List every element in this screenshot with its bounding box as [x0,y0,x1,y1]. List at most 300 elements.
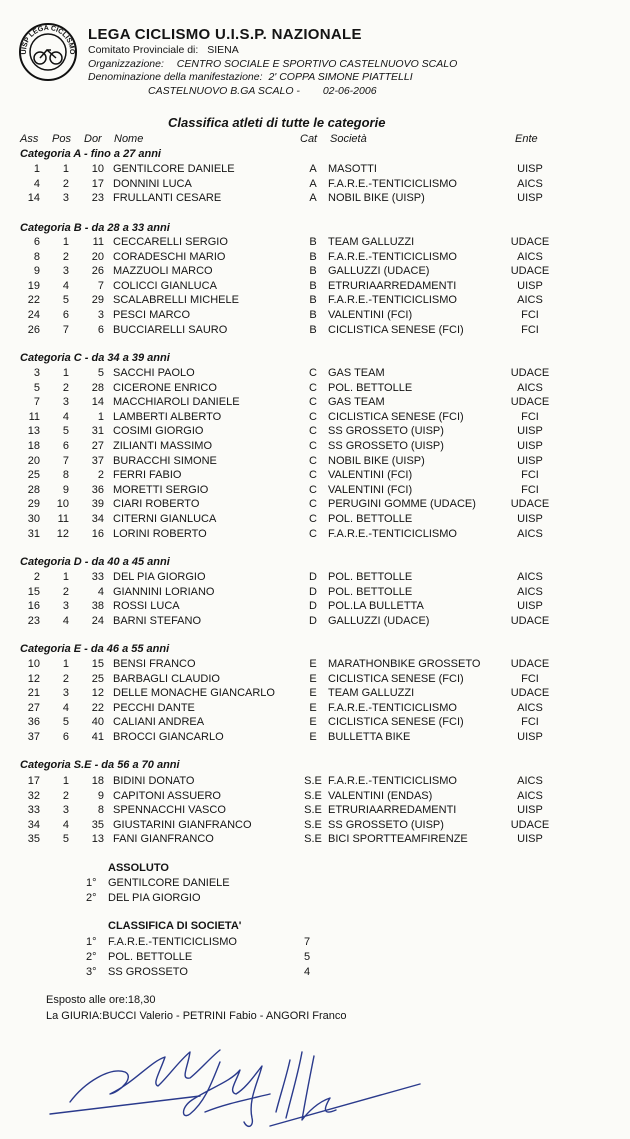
cell-cat: S.E [304,775,322,787]
cell-cat: A [309,192,317,205]
cell-dor: 25 [91,672,104,685]
cell-cat: E [309,687,317,700]
cell-cat: B [309,323,317,336]
cell-cat: C [309,410,317,423]
societa-points: 7 [304,936,311,948]
cell-dor: 22 [91,701,104,714]
cell-dor: 34 [91,513,104,525]
cell-pos: 3 [62,804,69,817]
organizer-line [88,58,457,70]
cell-dor: 36 [91,483,104,496]
societa-ranking-title: CLASSIFICA DI SOCIETA' [108,920,242,932]
table-row [0,323,630,337]
table-row [0,439,630,453]
cell-dor: 8 [97,804,104,817]
cell-ass: 12 [27,672,40,685]
cell-ass: 10 [27,658,40,670]
cell-ass: 35 [27,833,40,846]
assoluto-title: ASSOLUTO [108,862,169,874]
cell-ass: 8 [33,250,40,263]
cell-ente: FCI [521,469,539,482]
cell-ente: FCI [521,410,539,423]
table-row [0,774,630,788]
cell-cat: C [309,513,317,525]
category-title: Categoria D - da 40 a 45 anni [20,556,170,568]
doc-title: Classifica atleti di tutte le categorie [168,115,386,130]
cell-societa: MARATHONBIKE GROSSETO [328,658,481,670]
cell-pos: 1 [62,367,69,379]
cell-pos: 1 [62,236,69,248]
cell-societa: SS GROSSETO (UISP) [328,425,444,438]
societa-points: 5 [304,951,311,963]
cell-societa: BICI SPORTTEAMFIRENZE [328,833,468,846]
cell-ente: UISP [517,440,543,452]
cell-societa: ETRURIAARREDAMENTI [328,804,457,817]
cell-dor: 5 [97,367,104,379]
logo-text: UISP LEGA CICLISMO [20,24,76,55]
cell-nome: GIANNINI LORIANO [113,585,215,598]
cell-ass: 3 [33,367,40,379]
col-cat: Cat [300,133,318,145]
cell-nome: FERRI FABIO [113,469,182,482]
cell-cat: D [309,571,317,583]
cell-dor: 35 [91,818,104,831]
cell-ente: UDACE [510,236,550,248]
cell-societa: F.A.R.E.-TENTICICLISMO [328,250,457,263]
cell-dor: 24 [91,614,104,627]
cell-pos: 6 [62,731,69,743]
cell-pos: 9 [62,483,69,496]
cell-societa: POL. BETTOLLE [328,381,413,394]
cell-pos: 5 [62,716,69,729]
cell-cat: S.E [304,804,322,817]
cell-ente: FCI [521,716,539,729]
cell-pos: 4 [62,410,69,423]
cell-ente: AICS [517,701,543,714]
cell-dor: 38 [91,600,104,613]
cell-pos: 2 [62,381,69,394]
cell-ass: 24 [27,309,40,321]
cell-nome: BARBAGLI CLAUDIO [113,672,220,685]
societa-points: 4 [304,966,311,978]
cell-ass: 26 [27,323,40,336]
cell-cat: E [309,701,317,714]
cell-cat: D [309,585,317,598]
cell-ass: 13 [27,425,40,438]
cell-cat: S.E [304,833,322,846]
cell-dor: 4 [97,585,104,598]
table-row [0,308,630,322]
cell-pos: 2 [62,789,69,802]
cell-dor: 7 [97,279,104,292]
cell-dor: 17 [91,177,104,190]
col-ente: Ente [515,133,538,145]
uisp-logo [18,22,78,82]
cell-societa: VALENTINI (FCI) [328,483,413,496]
cell-ente: FCI [521,672,539,685]
cell-nome: FRULLANTI CESARE [113,192,222,205]
cell-dor: 16 [91,527,104,540]
cell-societa: VALENTINI (FCI) [328,469,413,482]
table-row [0,177,630,191]
cell-dor: 10 [91,163,104,175]
cell-pos: 3 [62,687,69,700]
cell-societa: POL. BETTOLLE [328,571,413,583]
cell-dor: 18 [91,775,104,787]
cell-pos: 2 [62,585,69,598]
cell-ente: FCI [521,309,539,321]
cell-dor: 20 [91,250,104,263]
cell-dor: 28 [91,381,104,394]
cell-ente: UDACE [510,498,550,511]
committee-line [88,44,239,56]
cell-ente: UDACE [510,687,550,700]
cell-dor: 14 [91,396,104,409]
table-row [0,585,630,599]
cell-societa: F.A.R.E.-TENTICICLISMO [328,177,457,190]
cell-pos: 3 [62,600,69,613]
cell-societa: VALENTINI (FCI) [328,309,413,321]
org-title: LEGA CICLISMO U.I.S.P. NAZIONALE [88,26,362,43]
cell-societa: POL. BETTOLLE [328,513,413,525]
cell-societa: GALLUZZI (UDACE) [328,614,430,627]
cell-ente: UDACE [510,614,550,627]
table-row [0,366,630,380]
cell-societa: CICLISTICA SENESE (FCI) [328,323,464,336]
organizer-label: Organizzazione: [88,58,164,70]
cell-cat: C [309,483,317,496]
cell-nome: MAZZUOLI MARCO [113,265,213,278]
cell-ass: 19 [27,279,40,292]
cell-ass: 28 [27,483,40,496]
cell-cat: B [309,265,317,278]
cell-societa: BULLETTA BIKE [328,731,411,743]
cell-ass: 18 [27,440,40,452]
table-row [0,424,630,438]
cell-ass: 34 [27,818,40,831]
cell-nome: BIDINI DONATO [113,775,195,787]
table-row [0,235,630,249]
cell-societa: PERUGINI GOMME (UDACE) [328,498,476,511]
cell-ass: 32 [27,789,40,802]
cell-societa: CICLISTICA SENESE (FCI) [328,672,464,685]
cell-nome: BENSI FRANCO [113,658,196,670]
cell-dor: 39 [91,498,104,511]
cell-ente: AICS [517,789,543,802]
cell-pos: 6 [62,309,69,321]
table-row [0,279,630,293]
cell-pos: 3 [62,265,69,278]
cell-nome: ZILIANTI MASSIMO [113,440,213,452]
table-row [0,191,630,205]
table-row [0,497,630,511]
cell-ente: AICS [517,571,543,583]
assoluto-rank: 1° [86,877,97,889]
cell-ass: 1 [33,163,40,175]
cell-societa: F.A.R.E.-TENTICICLISMO [328,294,457,307]
cell-dor: 15 [91,658,104,670]
table-row [0,657,630,671]
category-title: Categoria B - da 28 a 33 anni [20,222,170,234]
cell-cat: C [309,440,317,452]
cell-societa: TEAM GALLUZZI [328,236,415,248]
cell-ass: 36 [27,716,40,729]
cell-nome: COSIMI GIORGIO [113,425,204,438]
cell-societa: MASOTTI [328,163,377,175]
event-date: 02-06-2006 [322,85,377,97]
cell-cat: A [309,177,317,190]
jury-line: La GIURIA:BUCCI Valerio - PETRINI Fabio - ANGORI Franco [46,1010,347,1022]
cell-societa: CICLISTICA SENESE (FCI) [328,716,464,729]
cell-cat: B [309,250,317,263]
table-row [0,599,630,613]
cell-nome: SACCHI PAOLO [113,367,195,379]
cell-dor: 33 [91,571,104,583]
cell-ass: 2 [33,571,40,583]
cell-cat: A [309,163,317,175]
table-row [0,686,630,700]
cell-ente: UDACE [510,367,550,379]
cell-ass: 22 [27,294,40,307]
cell-ass: 6 [33,236,40,248]
cell-nome: PECCHI DANTE [113,701,195,714]
cell-pos: 1 [62,571,69,583]
cell-cat: C [309,498,317,511]
cell-societa: NOBIL BIKE (UISP) [328,454,425,467]
table-row [0,789,630,803]
table-row [0,730,630,744]
cell-nome: MACCHIAROLI DANIELE [113,396,240,409]
organizer-value: CENTRO SOCIALE E SPORTIVO CASTELNUOVO SCALO [176,58,458,70]
table-row [0,701,630,715]
cell-ente: UISP [517,279,543,292]
cell-pos: 4 [62,279,69,292]
cell-ass: 33 [27,804,40,817]
event-label: Denominazione della manifestazione: [88,71,263,83]
cell-pos: 3 [62,396,69,409]
place-date-line [148,85,377,97]
cell-ente: UISP [517,804,543,817]
cell-ass: 16 [27,600,40,613]
cell-cat: E [309,658,317,670]
table-row [0,715,630,729]
cell-ass: 31 [27,527,40,540]
cell-nome: BARNI STEFANO [113,614,202,627]
cell-nome: BROCCI GIANCARLO [113,731,224,743]
cell-societa: GAS TEAM [328,396,385,409]
cell-pos: 3 [62,192,69,205]
cell-pos: 11 [57,513,69,525]
cell-ass: 15 [27,585,40,598]
cell-pos: 4 [62,614,69,627]
cell-ente: UDACE [510,658,550,670]
table-row [0,527,630,541]
cell-cat: C [309,527,317,540]
cell-nome: SCALABRELLI MICHELE [113,294,239,307]
col-ass: Ass [20,133,39,145]
cell-cat: E [309,716,317,729]
cell-societa: F.A.R.E.-TENTICICLISMO [328,527,457,540]
cell-pos: 2 [62,250,69,263]
cell-nome: PESCI MARCO [113,309,191,321]
cell-ass: 20 [27,454,40,467]
table-row [0,395,630,409]
cell-pos: 4 [62,818,69,831]
cell-nome: BURACCHI SIMONE [113,454,217,467]
cell-nome: COLICCI GIANLUCA [113,279,217,292]
societa-name: SS GROSSETO [108,966,188,978]
cell-nome: DONNINI LUCA [113,177,192,190]
societa-name: F.A.R.E.-TENTICICLISMO [108,936,237,948]
cell-ente: UDACE [510,818,550,831]
cell-cat: C [309,367,317,379]
cell-nome: BUCCIARELLI SAURO [113,323,228,336]
cell-dor: 23 [91,192,104,205]
table-row [0,250,630,264]
cell-societa: SS GROSSETO (UISP) [328,440,444,452]
cell-nome: CECCARELLI SERGIO [113,236,228,248]
cell-pos: 1 [62,163,69,175]
table-row [0,512,630,526]
committee-value: SIENA [207,44,239,56]
cell-cat: E [309,672,317,685]
table-row [0,672,630,686]
cell-dor: 31 [91,425,104,438]
cell-pos: 2 [62,672,69,685]
col-nome: Nome [114,133,144,145]
cell-nome: SPENNACCHI VASCO [113,804,226,817]
cell-dor: 9 [97,789,104,802]
table-row [0,264,630,278]
cell-ass: 30 [27,513,40,525]
category-title: Categoria C - da 34 a 39 anni [20,352,170,364]
societa-rank: 3° [86,966,97,978]
category-title: Categoria E - da 46 a 55 anni [20,643,170,655]
cell-dor: 40 [91,716,104,729]
cell-pos: 6 [62,440,69,452]
cell-ente: UISP [517,163,543,175]
table-row [0,570,630,584]
cell-cat: B [309,294,317,307]
cell-ass: 7 [33,396,40,409]
cell-dor: 2 [97,469,104,482]
cell-societa: ETRURIAARREDAMENTI [328,279,457,292]
cell-ente: UISP [517,833,543,846]
cell-ass: 29 [27,498,40,511]
assoluto-name: GENTILCORE DANIELE [108,877,230,889]
cell-ente: AICS [517,250,543,263]
event-value: 2' COPPA SIMONE PIATTELLI [268,71,413,83]
cell-ass: 23 [27,614,40,627]
cell-ente: UISP [517,513,543,525]
cell-cat: B [309,236,317,248]
table-row [0,293,630,307]
cell-pos: 5 [62,425,69,438]
cell-nome: DELLE MONACHE GIANCARLO [113,687,275,700]
cell-nome: CITERNI GIANLUCA [113,513,217,525]
cell-pos: 4 [62,701,69,714]
jury-signatures [40,1022,460,1132]
cell-nome: CALIANI ANDREA [113,716,205,729]
cell-nome: MORETTI SERGIO [113,483,209,496]
cell-cat: D [309,614,317,627]
col-societa: Società [330,133,367,145]
cell-ente: FCI [521,323,539,336]
societa-name: POL. BETTOLLE [108,951,193,963]
cell-ente: AICS [517,177,543,190]
cell-nome: CORADESCHI MARIO [113,250,226,263]
cell-dor: 27 [91,440,104,452]
cell-ente: UISP [517,192,543,205]
table-row [0,162,630,176]
table-row [0,410,630,424]
cell-nome: LORINI ROBERTO [113,527,207,540]
col-pos: Pos [52,133,71,145]
table-row [0,454,630,468]
table-row [0,614,630,628]
cell-ente: AICS [517,527,543,540]
cell-ass: 21 [27,687,40,700]
cell-pos: 1 [62,775,69,787]
cell-ass: 27 [27,701,40,714]
cell-societa: F.A.R.E.-TENTICICLISMO [328,775,457,787]
cell-ente: AICS [517,775,543,787]
cell-pos: 10 [56,498,69,511]
cell-cat: C [309,454,317,467]
cell-societa: SS GROSSETO (UISP) [328,818,444,831]
cell-pos: 5 [62,294,69,307]
cell-ente: AICS [517,381,543,394]
cell-societa: VALENTINI (ENDAS) [328,789,433,802]
table-row [0,818,630,832]
cell-societa: GALLUZZI (UDACE) [328,265,430,278]
cell-nome: GENTILCORE DANIELE [113,163,235,175]
committee-label: Comitato Provinciale di: [88,44,199,56]
cell-dor: 1 [97,410,104,423]
cell-nome: CIARI ROBERTO [113,498,200,511]
cell-pos: 2 [62,177,69,190]
cell-ente: FCI [521,483,539,496]
societa-rank: 2° [86,951,97,963]
cell-ente: UISP [517,425,543,438]
assoluto-rank: 2° [86,892,97,904]
cell-dor: 41 [91,731,104,743]
cell-cat: C [309,425,317,438]
cell-pos: 1 [62,658,69,670]
cell-cat: B [309,309,317,321]
cell-ente: UDACE [510,265,550,278]
cell-cat: S.E [304,789,322,802]
cell-societa: POL.LA BULLETTA [328,600,424,613]
posted-time: Esposto alle ore:18,30 [46,994,156,1006]
cell-ass: 14 [27,192,40,205]
cell-nome: CAPITONI ASSUERO [113,789,221,802]
cell-dor: 13 [91,833,104,846]
cell-societa: CICLISTICA SENESE (FCI) [328,410,464,423]
cell-cat: C [309,396,317,409]
cell-dor: 37 [91,454,104,467]
assoluto-name: DEL PIA GIORGIO [108,892,201,904]
cell-societa: NOBIL BIKE (UISP) [328,192,425,205]
cell-cat: B [309,279,317,292]
cell-ass: 25 [27,469,40,482]
societa-rank: 1° [86,936,97,948]
cell-ass: 37 [27,731,40,743]
cell-pos: 8 [62,469,69,482]
event-place: CASTELNUOVO B.GA SCALO - [148,85,300,97]
cell-ass: 4 [33,177,40,190]
cell-nome: GIUSTARINI GIANFRANCO [113,818,252,831]
